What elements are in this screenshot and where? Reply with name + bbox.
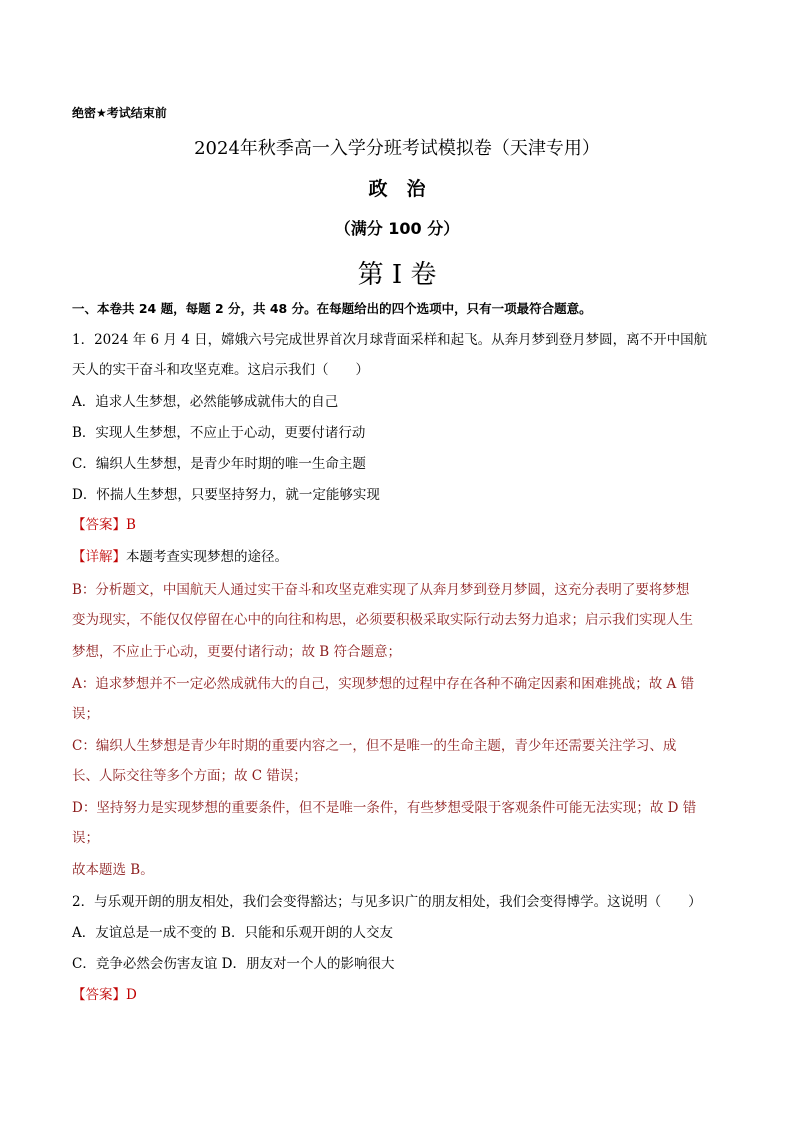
- q1-option-b: B．实现人生梦想，不应止于心动，更要付诸行动: [72, 425, 366, 441]
- q2-options-ab: A．友谊总是一成不变的 B．只能和乐观开朗的人交友: [72, 925, 393, 941]
- full-score: （满分 100 分）: [334, 219, 460, 238]
- secret-mark: 绝密★考试结束前: [72, 106, 167, 120]
- q2-stem: 2．与乐观开朗的朋友相处，我们会变得豁达；与见多识广的朋友相处，我们会变得博学。这说明（ ）: [72, 894, 702, 910]
- q2-answer: [72, 985, 722, 1005]
- q1-option-d: D．怀揣人生梦想，只要坚持努力，就一定能够实现: [72, 487, 380, 503]
- q1-explanation-b-line1: B：分析题文，中国航天人通过实干奋斗和攻坚克难实现了从奔月梦到登月梦圆，这充分表明了要将梦想: [72, 582, 690, 598]
- q2-options-cd: C．竞争必然会伤害友谊 D．朋友对一个人的影响很大: [72, 956, 395, 972]
- detail-text: 本题考查实现梦想的途径。: [126, 549, 288, 565]
- q1-detail: [72, 547, 722, 567]
- q1-explanation-d-line2: 误；: [72, 830, 99, 846]
- section-instruction: 一、本卷共 24 题，每题 2 分，共 48 分。在每题给出的四个选项中，只有一项最符合题意。: [72, 301, 592, 316]
- q1-stem-line1: 1．2024 年 6 月 4 日，嫦娥六号完成世界首次月球背面采样和起飞。从奔月梦到登月梦圆，离不开中国航: [72, 332, 708, 348]
- answer-tag: 【答案】: [72, 517, 126, 533]
- q1-explanation-b-line3: 梦想，不应止于心动，更要付诸行动；故 B 符合题意；: [72, 644, 402, 660]
- q1-option-c: C．编织人生梦想，是青少年时期的唯一生命主题: [72, 456, 366, 472]
- detail-tag: 【详解】: [72, 549, 126, 565]
- q1-explanation-a-line1: A：追求梦想并不一定必然成就伟大的自己，实现梦想的过程中存在各种不确定因素和困难挑战；故 A 错: [72, 676, 695, 692]
- answer-tag: 【答案】: [72, 987, 126, 1003]
- q1-conclusion: 故本题选 B。: [72, 862, 154, 878]
- q1-stem-line2: 天人的实干奋斗和攻坚克难。这启示我们（ ）: [72, 362, 369, 378]
- q1-explanation-a-line2: 误；: [72, 706, 99, 722]
- answer-value: D: [126, 987, 137, 1003]
- q1-explanation-c-line1: C：编织人生梦想是青少年时期的重要内容之一，但不是唯一的生命主题，青少年还需要关注学习、成: [72, 738, 677, 754]
- answer-value: B: [126, 517, 136, 533]
- subject-title: 政 治: [368, 178, 426, 200]
- q1-answer: [72, 515, 722, 535]
- volume-title: 第 I 卷: [357, 260, 437, 290]
- q1-explanation-c-line2: 长、人际交往等多个方面；故 C 错误；: [72, 768, 307, 784]
- q1-explanation-d-line1: D：坚持努力是实现梦想的重要条件，但不是唯一条件，有些梦想受限于客观条件可能无法实现；故 D 错: [72, 800, 697, 816]
- q1-explanation-b-line2: 变为现实，不能仅仅停留在心中的向往和构思，必须要积极采取实际行动去努力追求；启示我们实现人生: [72, 612, 693, 628]
- q1-option-a: A．追求人生梦想，必然能够成就伟大的自己: [72, 394, 339, 410]
- exam-title: 2024年秋季高一入学分班考试模拟卷（天津专用）: [194, 138, 600, 159]
